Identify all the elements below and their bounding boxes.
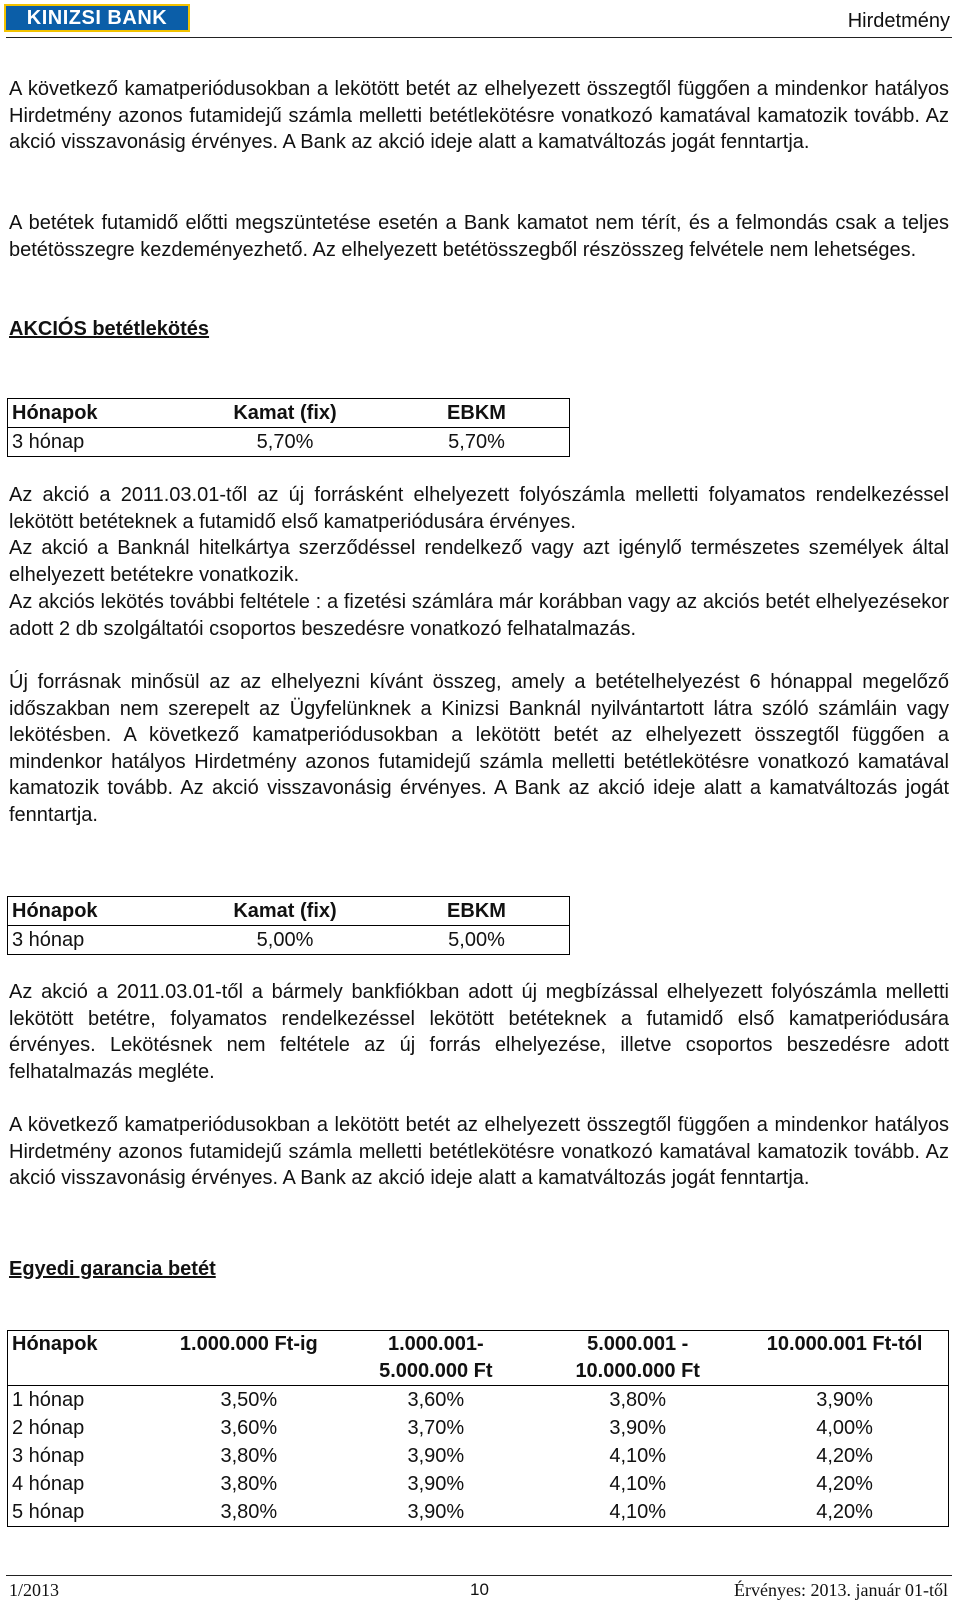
table-header-row <box>8 399 570 428</box>
table-row <box>8 1442 949 1470</box>
col-header-tier-4: 10.000.001 Ft-tól <box>766 1333 923 1355</box>
cell-rate: 3,80% <box>220 1472 278 1495</box>
cell-rate: 4,20% <box>816 1500 873 1523</box>
paragraph-action-validity: Az akció a 2011.03.01-től az új forrásként elhelyezett folyószámla melletti folyamatos rendelkezéssel lekötött betéteknek a futamidő első kamatperiódusára érvényes. <box>9 484 949 533</box>
col-header-tier-2 <box>337 1331 534 1386</box>
cell-rate: 5,70% <box>256 430 314 453</box>
second-rate-table <box>7 896 570 955</box>
page-header <box>0 0 960 40</box>
header-divider <box>6 37 952 38</box>
cell-rate: 3,80% <box>609 1388 667 1411</box>
cell-months: 3 hónap <box>12 430 85 453</box>
cell-rate: 4,00% <box>816 1416 873 1439</box>
footer-validity-date: Érvényes: 2013. január 01-től <box>734 1580 948 1600</box>
paragraph-branch-order: Az akció a 2011.03.01-től a bármely bankfiókban adott új megbízással elhelyezett folyószámla melletti lekötött betétre, folyamatos rendelkezéssel lekötött betéteknek a futamidő első kamatperiódusára érvényes. Lekötésnek nem feltétele az új forrás elhelyezése, illetve csoportos beszedésre adott felhatalmazás megléte. <box>9 981 949 1083</box>
cell-rate: 4,10% <box>609 1472 667 1495</box>
footer-page-number: 10 <box>470 1580 489 1599</box>
col-header-ebkm: EBKM <box>447 899 506 922</box>
col-header-tier-2-text: 1.000.001- 5.000.000 Ft <box>379 1333 493 1382</box>
table-row <box>8 428 570 457</box>
paragraph-interest-continuation-2: A következő kamatperiódusokban a lekötött betét az elhelyezett összegtől függően a mindenkor hatályos Hirdetmény azonos futamidejű számla melletti betétlekötésre vonatkozó kamatával kamatozik tovább. Az akció visszavonásig érvényes. A Bank az akció ideje alatt a kamatváltozás jogát fenntartja. <box>9 1114 949 1190</box>
heading-egyedi-garancia-betet: Egyedi garancia betét <box>9 1258 216 1280</box>
cell-rate: 3,90% <box>609 1416 667 1439</box>
cell-rate: 3,80% <box>220 1500 278 1523</box>
cell-rate: 4,20% <box>816 1472 873 1495</box>
col-header-tier-3-text: 5.000.001 - 10.000.000 Ft <box>575 1333 700 1382</box>
col-header-ebkm: EBKM <box>447 401 506 424</box>
cell-rate: 4,10% <box>609 1500 667 1523</box>
cell-rate: 3,60% <box>220 1416 278 1439</box>
col-header-months: Hónapok <box>12 1333 98 1355</box>
col-header-tier-1: 1.000.000 Ft-ig <box>179 1333 318 1355</box>
table-row <box>8 1386 949 1415</box>
cell-rate: 4,20% <box>816 1444 873 1467</box>
col-header-months: Hónapok <box>12 401 98 424</box>
cell-rate: 5,00% <box>256 928 314 951</box>
footer-divider <box>6 1575 952 1576</box>
cell-rate: 3,80% <box>220 1444 278 1467</box>
cell-rate: 3,90% <box>407 1472 465 1495</box>
table-row <box>8 1470 949 1498</box>
col-header-rate: Kamat (fix) <box>233 899 337 922</box>
cell-months: 4 hónap <box>12 1472 85 1495</box>
table-header-row <box>8 1331 949 1386</box>
cell-rate: 3,60% <box>407 1388 465 1411</box>
paragraph-interest-continuation: A következő kamatperiódusokban a lekötött betét az elhelyezett összegtől függően a mindenkor hatályos Hirdetmény azonos futamidejű számla melletti betétlekötésre vonatkozó kamatával kamatozik tovább. Az akció visszavonásig érvényes. A Bank az akció ideje alatt a kamatváltozás jogát fenntartja. <box>9 78 949 154</box>
table-row <box>8 1414 949 1442</box>
table-row <box>8 1498 949 1527</box>
col-header-tier-3 <box>534 1331 741 1386</box>
paragraph-credit-card-condition: Az akció a Banknál hitelkártya szerződéssel rendelkező vagy azt igénylő természetes személyek által elhelyezett betétekre vonatkozik. <box>9 537 949 586</box>
cell-rate: 3,90% <box>407 1500 465 1523</box>
cell-months: 2 hónap <box>12 1416 85 1439</box>
paragraph-direct-debit-condition: Az akciós lekötés további feltétele : a fizetési számlára már korábban vagy az akciós betét elhelyezésekor adott 2 db szolgáltatói csoportos beszedésre vonatkozó felhatalmazás. <box>9 591 949 640</box>
table-header-row <box>8 897 570 926</box>
paragraph-new-funds-definition: Új forrásnak minősül az az elhelyezni kívánt összeg, amely a betételhelyezést 6 hónappal megelőző időszakban nem szerepelt az Ügyfelünknek a Kinizsi Banknál nyilvántartott látra szóló számláin vagy lekötésben. A következő kamatperiódusokban a lekötött betét az elhelyezett összegtől függően a mindenkor hatályos Hirdetmény azonos futamidejű számla melletti betétlekötésre vonatkozó kamatával kamatozik tovább. Az akció visszavonásig érvényes. A Bank az akció ideje alatt a kamatváltozás jogát fenntartja. <box>9 671 949 826</box>
cell-rate: 3,90% <box>407 1444 465 1467</box>
cell-rate: 3,90% <box>816 1388 873 1411</box>
footer-document-number: 1/2013 <box>9 1580 60 1600</box>
guarantee-deposit-table <box>7 1330 949 1527</box>
cell-months: 3 hónap <box>12 928 85 951</box>
col-header-rate: Kamat (fix) <box>233 401 337 424</box>
paragraph-early-termination: A betétek futamidő előtti megszüntetése esetén a Bank kamatot nem térít, és a felmondás csak a teljes betétösszegre kezdeményezhető. Az elhelyezett betétösszegből részösszeg felvétele nem lehetséges. <box>9 212 949 261</box>
cell-months: 3 hónap <box>12 1444 85 1467</box>
cell-ebkm: 5,00% <box>448 928 505 951</box>
heading-akcios-betetlekotes: AKCIÓS betétlekötés <box>9 318 210 340</box>
cell-months: 1 hónap <box>12 1388 85 1411</box>
col-header-months: Hónapok <box>12 899 98 922</box>
kinizsi-bank-logo: KINIZSI BANK <box>4 4 190 32</box>
document-title: Hirdetmény <box>847 10 950 32</box>
cell-rate: 3,70% <box>407 1416 465 1439</box>
table-row <box>8 926 570 955</box>
akcios-rate-table <box>7 398 570 457</box>
cell-rate: 3,50% <box>220 1388 278 1411</box>
cell-ebkm: 5,70% <box>448 430 505 453</box>
cell-rate: 4,10% <box>609 1444 667 1467</box>
cell-months: 5 hónap <box>12 1500 85 1523</box>
